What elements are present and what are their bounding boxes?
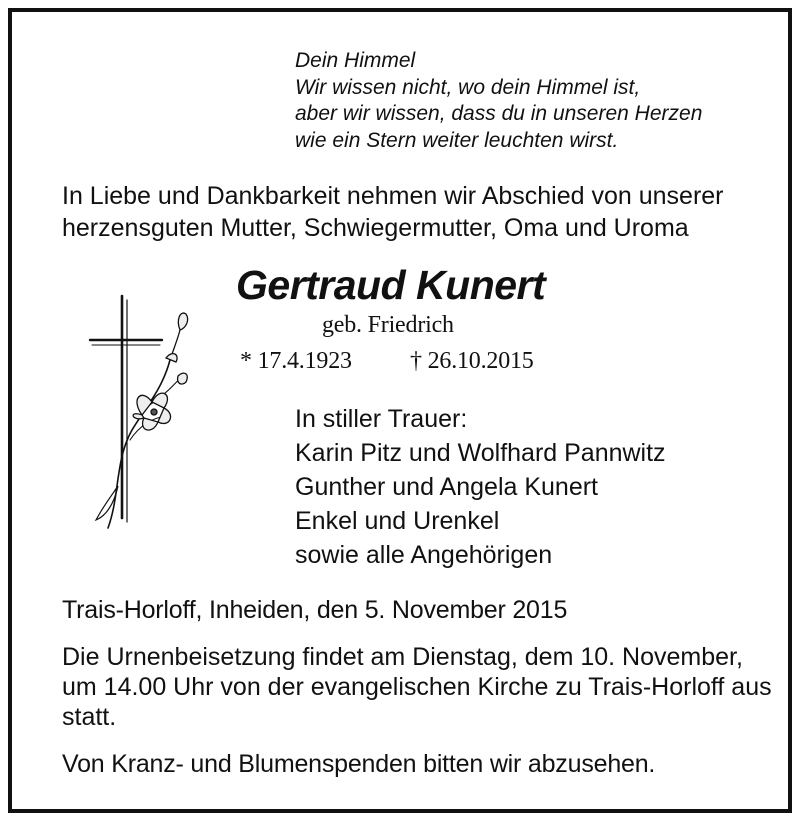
closing-note: Von Kranz- und Blumenspenden bitten wir abzusehen. — [62, 750, 656, 778]
funeral-line: um 14.00 Uhr von der evangelischen Kirche zu Trais-Horloff aus — [62, 673, 772, 701]
mourners-list — [295, 402, 666, 572]
poem-line: aber wir wissen, dass du in unseren Herzen — [295, 102, 703, 125]
intro-text — [62, 180, 724, 244]
mourner-line: Karin Pitz und Wolfhard Pannwitz — [295, 439, 666, 467]
funeral-line: Die Urnenbeisetzung findet am Dienstag, dem 10. November, — [62, 643, 743, 671]
maiden-name: geb. Friedrich — [322, 312, 454, 338]
poem-line: Dein Himmel — [295, 49, 416, 72]
death-date: † 26.10.2015 — [410, 348, 534, 374]
poem-line: Wir wissen nicht, wo dein Himmel ist, — [295, 75, 641, 99]
intro-line: herzensguten Mutter, Schwiegermutter, Oma und Uroma — [62, 214, 689, 242]
mourner-line: Gunther und Angela Kunert — [295, 473, 599, 501]
place-date: Trais-Horloff, Inheiden, den 5. November 2015 — [62, 596, 568, 624]
cross-with-flower-icon — [70, 290, 195, 540]
mourners-heading: In stiller Trauer: — [295, 405, 468, 433]
poem — [295, 48, 702, 154]
mourner-line: Enkel und Urenkel — [295, 507, 500, 535]
funeral-line: statt. — [62, 703, 117, 731]
birth-date: * 17.4.1923 — [240, 348, 352, 374]
mourner-line: sowie alle Angehörigen — [295, 541, 553, 569]
funeral-info — [62, 642, 772, 732]
deceased-name: Gertraud Kunert — [236, 262, 546, 308]
poem-line: wie ein Stern weiter leuchten wirst. — [295, 128, 619, 152]
intro-line: In Liebe und Dankbarkeit nehmen wir Abschied von unserer — [62, 182, 724, 210]
